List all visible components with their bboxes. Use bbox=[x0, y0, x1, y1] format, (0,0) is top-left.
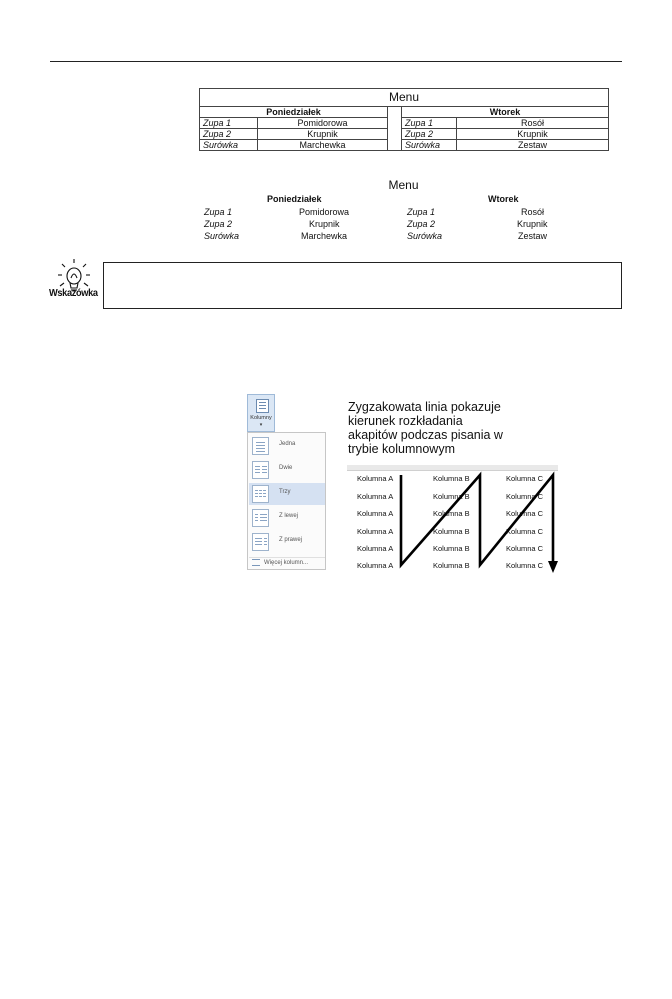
menu-table-title: Menu bbox=[200, 89, 609, 107]
column-cell: Kolumna A bbox=[357, 527, 394, 536]
column-cell: Kolumna C bbox=[506, 492, 544, 501]
plain-menu-day-tuesday: Wtorek bbox=[488, 194, 519, 204]
columns-icon bbox=[252, 559, 260, 566]
plain-menu-value: Rosół bbox=[521, 207, 545, 217]
plain-menu-value: Marchewka bbox=[301, 231, 348, 241]
menu-item-value: Zestaw bbox=[457, 140, 609, 151]
tip-box bbox=[103, 262, 622, 309]
menu-divider bbox=[249, 557, 325, 558]
caption-line: trybie kolumnowym bbox=[348, 442, 455, 456]
lightbulb-icon bbox=[50, 258, 100, 308]
table-row bbox=[200, 140, 609, 151]
columns-dropdown-menu bbox=[247, 432, 326, 570]
column-cell: Kolumna A bbox=[357, 474, 394, 483]
plain-menu-value: Pomidorowa bbox=[299, 207, 350, 217]
column-cell: Kolumna C bbox=[506, 527, 544, 536]
menu-item-label: Zupa 1 bbox=[402, 118, 457, 129]
column-cell: Kolumna A bbox=[357, 509, 394, 518]
plain-menu-title: Menu bbox=[388, 178, 419, 192]
table-row bbox=[200, 129, 609, 140]
tip-label: Wskazówka bbox=[49, 287, 98, 299]
three-columns-icon bbox=[252, 485, 269, 503]
column-cell: Kolumna B bbox=[433, 492, 470, 501]
zigzag-caption bbox=[348, 400, 558, 456]
one-column-icon bbox=[252, 437, 269, 455]
right-column-icon bbox=[252, 533, 269, 551]
menu-item-label: Surówka bbox=[200, 140, 258, 151]
zigzag-arrow-icon bbox=[347, 465, 558, 575]
menu-day-tuesday: Wtorek bbox=[402, 107, 609, 118]
plain-menu-label: Surówka bbox=[204, 231, 240, 241]
column-cell: Kolumna B bbox=[433, 561, 470, 570]
column-cell: Kolumna A bbox=[357, 561, 394, 570]
menu-item-label: Surówka bbox=[402, 140, 457, 151]
page-header-rule bbox=[50, 61, 622, 62]
column-cell: Kolumna A bbox=[357, 544, 394, 553]
menu-item-value: Marchewka bbox=[258, 140, 388, 151]
plain-menu-label: Zupa 2 bbox=[407, 219, 436, 229]
menu-table-bordered bbox=[199, 88, 609, 151]
caption-line: akapitów podczas pisania w bbox=[348, 428, 503, 442]
columns-icon bbox=[256, 399, 269, 413]
column-cell: Kolumna B bbox=[433, 544, 470, 553]
menu-item-value: Pomidorowa bbox=[258, 118, 388, 129]
columns-option-label: Dwie bbox=[279, 465, 293, 471]
menu-item-label: Zupa 2 bbox=[200, 129, 258, 140]
column-cell: Kolumna C bbox=[506, 544, 544, 553]
menu-item-label: Zupa 1 bbox=[200, 118, 258, 129]
two-columns-icon bbox=[252, 461, 269, 479]
more-columns-option[interactable] bbox=[252, 559, 308, 566]
left-column-icon bbox=[252, 509, 269, 527]
plain-menu-label: Zupa 1 bbox=[407, 207, 436, 217]
plain-menu-day-monday: Poniedziałek bbox=[267, 194, 322, 204]
plain-menu-value: Krupnik bbox=[517, 219, 548, 229]
columns-option-label: Z lewej bbox=[279, 513, 299, 519]
columns-button-label: Kolumny bbox=[250, 415, 272, 421]
menu-column-gap bbox=[388, 107, 402, 151]
menu-item-label: Zupa 2 bbox=[402, 129, 457, 140]
column-cell: Kolumna B bbox=[433, 474, 470, 483]
column-cell: Kolumna C bbox=[506, 561, 544, 570]
column-cell: Kolumna B bbox=[433, 509, 470, 518]
more-columns-label: Więcej kolumn... bbox=[264, 560, 309, 567]
menu-day-monday: Poniedziałek bbox=[200, 107, 388, 118]
list-item bbox=[199, 230, 608, 242]
plain-menu-label: Surówka bbox=[407, 231, 443, 241]
column-cell: Kolumna C bbox=[506, 509, 544, 518]
column-cell: Kolumna A bbox=[357, 492, 394, 501]
caption-line: kierunek rozkładania bbox=[348, 414, 463, 428]
columns-ribbon-button[interactable] bbox=[247, 394, 275, 432]
columns-option-label: Trzy bbox=[279, 489, 291, 495]
columns-option-right[interactable] bbox=[249, 531, 325, 553]
menu-item-value: Krupnik bbox=[457, 129, 609, 140]
plain-menu-value: Krupnik bbox=[309, 219, 340, 229]
columns-option-three[interactable] bbox=[249, 483, 325, 505]
column-cell: Kolumna C bbox=[506, 474, 544, 483]
plain-menu-label: Zupa 1 bbox=[204, 207, 233, 217]
table-row bbox=[200, 118, 609, 129]
menu-item-value: Krupnik bbox=[258, 129, 388, 140]
columns-option-label: Z prawej bbox=[279, 537, 303, 543]
columns-option-label: Jedna bbox=[279, 441, 296, 447]
caption-line: Zygzakowata linia pokazuje bbox=[348, 400, 501, 414]
plain-menu-label: Zupa 2 bbox=[204, 219, 233, 229]
column-cell: Kolumna B bbox=[433, 527, 470, 536]
columns-option-left[interactable] bbox=[249, 507, 325, 529]
chevron-down-icon: ▾ bbox=[259, 422, 263, 428]
list-item bbox=[199, 218, 608, 230]
columns-option-one[interactable] bbox=[249, 435, 325, 457]
list-item bbox=[199, 206, 608, 218]
plain-menu-value: Zestaw bbox=[518, 231, 548, 241]
columns-option-two[interactable] bbox=[249, 459, 325, 481]
menu-item-value: Rosół bbox=[457, 118, 609, 129]
